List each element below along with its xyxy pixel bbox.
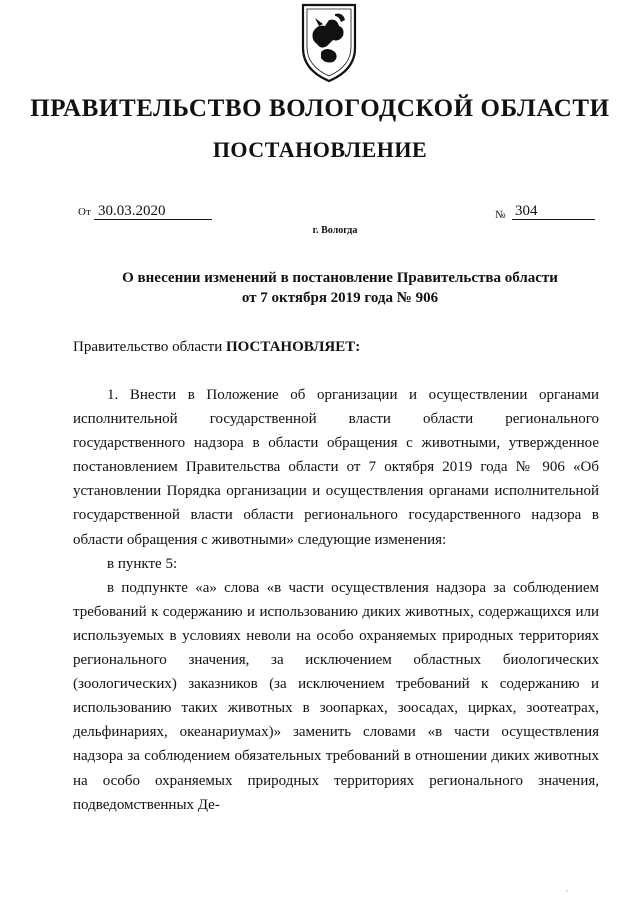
document-subject (60, 268, 620, 308)
document-type: ПОСТАНОВЛЕНИЕ (212, 137, 428, 162)
subject-line-2: от 7 октября 2019 года № 906 (241, 290, 439, 306)
page-mark: " (566, 890, 569, 896)
subject-line-1: О внесении изменений в постановление Правительства области (122, 270, 558, 286)
coat-of-arms-icon (299, 2, 359, 84)
number-label: № (495, 209, 506, 221)
decree-verb: ПОСТАНОВЛЯЕТ: (225, 339, 361, 355)
decree-statement (73, 339, 360, 356)
government-title: ПРАВИТЕЛЬСТВО ВОЛОГОДСКОЙ ОБЛАСТИ (30, 95, 610, 122)
body-paragraph-1: 1. Внести в Положение об организации и осуществлении органами исполнительной государственной власти области регионального государственного надзора в области обращения с животными, утвержденное постановлением Правительства области от 7 октября 2019 года № 906 «Об установлении Порядка организации и осуществления органами исполнительной государственной власти области регионального государственного надзора в области обращения с животными» следующие изменения: (73, 387, 599, 548)
document-number: 304 (512, 203, 595, 220)
body-paragraph-3: в подпункте «а» слова «в части осуществления надзора за соблюдением требований к содержанию и использованию диких животных, содержащихся или используемых в условиях неволи на особо охраняемых природных территориях регионального значения, за исключением областных биологических (зоологических) заказников (за исключением требований к содержанию и использованию таких животных в зоопарках, зоосадах, цирках, зоотеатрах, дельфинариях, океанариумах)» заменить словами «в части осуществления надзора за соблюдением обязательных требований в отношении диких животных на особо охраняемых природных территориях регионального значения, подведомственных Де- (73, 579, 599, 813)
document-date: 30.03.2020 (94, 203, 212, 220)
date-label: От (78, 206, 91, 218)
decree-prefix: Правительство области (73, 339, 223, 355)
body-paragraph-2: в пункте 5: (107, 555, 178, 572)
document-body (73, 383, 599, 817)
city: г. Вологда (312, 225, 358, 236)
